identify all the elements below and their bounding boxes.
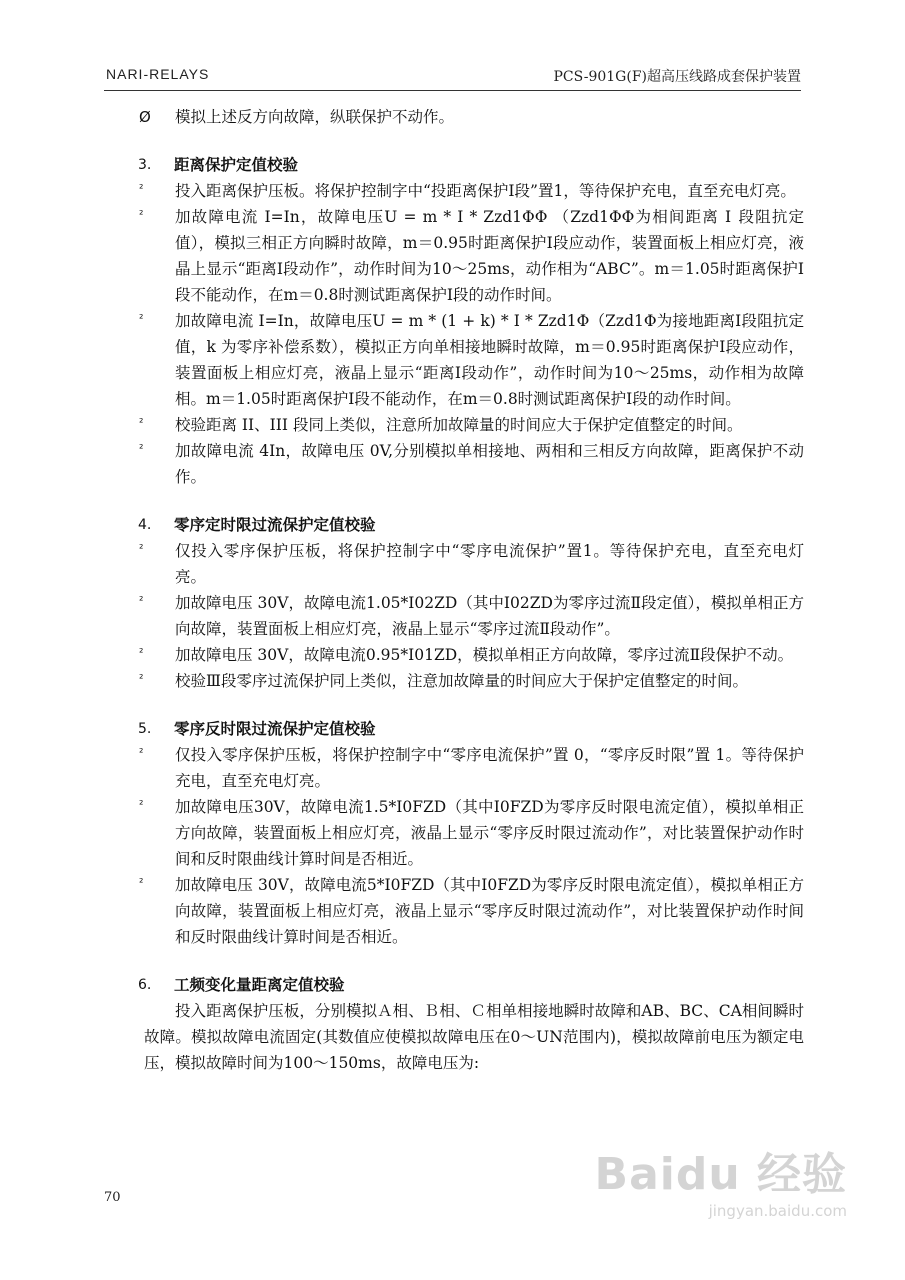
section-heading [138, 972, 804, 998]
bullet-icon: ² [139, 798, 144, 811]
list-item [138, 794, 804, 872]
list-item [138, 668, 804, 694]
page-number: 70 [104, 1190, 121, 1205]
item-text: 加故障电流 4In，故障电压 0V,分别模拟单相接地、两相和三相反方向故障，距离保护不动作。 [175, 442, 804, 486]
bullet-icon: ² [139, 208, 144, 221]
item-text: 校验距离 II、III 段同上类似，注意所加故障量的时间应大于保护定值整定的时间。 [175, 416, 743, 434]
list-item [138, 872, 804, 950]
document-body [138, 104, 804, 1076]
item-text: 仅投入零序保护压板，将保护控制字中“零序电流保护”置 0，“零序反时限”置 1。等待保护充电，直至充电灯亮。 [175, 746, 804, 790]
item-text: 加故障电压 30V，故障电流5*I0FZD（其中I0FZD为零序反时限电流定值），模拟单相正方向故障，装置面板上相应灯亮，液晶上显示“零序反时限过流动作”，对比装置保护动作时间和反时限曲线计算时间是否相近。 [175, 876, 804, 946]
list-item [138, 538, 804, 590]
section-heading [138, 512, 804, 538]
section-title: 零序反时限过流保护定值校验 [174, 719, 376, 738]
item-text: 仅投入零序保护压板，将保护控制字中“零序电流保护”置1。等待保护充电，直至充电灯亮。 [175, 542, 804, 586]
list-item [138, 742, 804, 794]
bullet-icon: ² [139, 646, 144, 659]
item-text: 加故障电压 30V，故障电流0.95*I01ZD，模拟单相正方向故障，零序过流Ⅱ段保护不动。 [175, 646, 794, 664]
list-item [138, 308, 804, 412]
watermark-url: jingyan.baidu.com [708, 1202, 847, 1220]
item-text: 加故障电流 I=In，故障电压U = m * I * Zzd1ΦΦ （Zzd1ΦΦ为相间距离 Ⅰ 段阻抗定值），模拟三相正方向瞬时故障，m＝0.95时距离保护Ⅰ段应动作，装置面板上相应灯亮，液晶上显示“距离Ⅰ段动作”，动作时间为10～25ms，动作相为“ABC”。m＝1.05时距离保护Ⅰ段不能动作，在m＝0.8时测试距离保护Ⅰ段的动作时间。 [175, 208, 804, 304]
item-text: 加故障电流 I=In，故障电压U = m * (1 + k) * I * Zzd1Φ（Zzd1Φ为接地距离Ⅰ段阻抗定值，k 为零序补偿系数），模拟正方向单相接地瞬时故障，m＝0.95时距离保护Ⅰ段应动作，装置面板上相应灯亮，液晶上显示“距离Ⅰ段动作”，动作时间为10～25ms，动作相为故障相。m＝1.05时距离保护Ⅰ段不能动作，在m＝0.8时测试距离保护Ⅰ段的动作时间。 [175, 312, 804, 408]
section-number: 3. [138, 157, 152, 173]
baidu-jingyan-watermark [595, 1150, 847, 1220]
bullet-icon: ² [139, 442, 144, 455]
section-paragraph: 投入距离保护压板，分别模拟Ａ相、Ｂ相、Ｃ相单相接地瞬时故障和AB、BC、CA相间瞬时故障。模拟故障电流固定(其数值应使模拟故障电压在0～UN范围内)，模拟故障前电压为额定电压，模拟故障时间为100～150ms，故障电压为: [144, 1002, 804, 1072]
section-title: 工频变化量距离定值校验 [174, 975, 345, 994]
list-item [138, 178, 804, 204]
section-number: 5. [138, 721, 152, 737]
header-divider [104, 90, 801, 91]
bullet-icon: ² [139, 876, 144, 889]
list-item [138, 438, 804, 490]
bullet-icon: Ø [139, 108, 151, 126]
header-product-title: PCS-901G(F)超高压线路成套保护装置 [553, 69, 801, 85]
item-text: 校验Ⅲ段零序过流保护同上类似，注意加故障量的时间应大于保护定值整定的时间。 [175, 672, 748, 690]
list-item [138, 412, 804, 438]
bullet-icon: ² [139, 542, 144, 555]
header-brand: NARI-RELAYS [106, 66, 210, 82]
bullet-icon: ² [139, 594, 144, 607]
section-number: 4. [138, 517, 152, 533]
item-text: 投入距离保护压板。将保护控制字中“投距离保护Ⅰ段”置1，等待保护充电，直至充电灯亮。 [175, 182, 796, 200]
section-number: 6. [138, 977, 152, 993]
item-text: 加故障电压30V，故障电流1.5*I0FZD（其中I0FZD为零序反时限电流定值），模拟单相正方向故障，装置面板上相应灯亮，液晶上显示“零序反时限过流动作”，对比装置保护动作时间和反时限曲线计算时间是否相近。 [175, 798, 804, 868]
bullet-icon: ² [139, 416, 144, 429]
section-heading [138, 152, 804, 178]
bullet-icon: ² [139, 746, 144, 759]
list-item [138, 204, 804, 308]
item-text: 模拟上述反方向故障，纵联保护不动作。 [175, 108, 455, 126]
section-title: 零序定时限过流保护定值校验 [174, 515, 376, 534]
list-item [138, 590, 804, 642]
watermark-logo: Baidu 经验 [594, 1149, 847, 1200]
item-text: 加故障电压 30V，故障电流1.05*I02ZD（其中I02ZD为零序过流Ⅱ段定值），模拟单相正方向故障，装置面板上相应灯亮，液晶上显示“零序过流Ⅱ段动作”。 [175, 594, 804, 638]
bullet-icon: ² [139, 312, 144, 325]
list-item [138, 642, 804, 668]
bullet-icon: ² [139, 182, 144, 195]
section-title: 距离保护定值校验 [174, 155, 299, 174]
section-heading [138, 716, 804, 742]
list-item [138, 104, 804, 130]
bullet-icon: ² [139, 672, 144, 685]
